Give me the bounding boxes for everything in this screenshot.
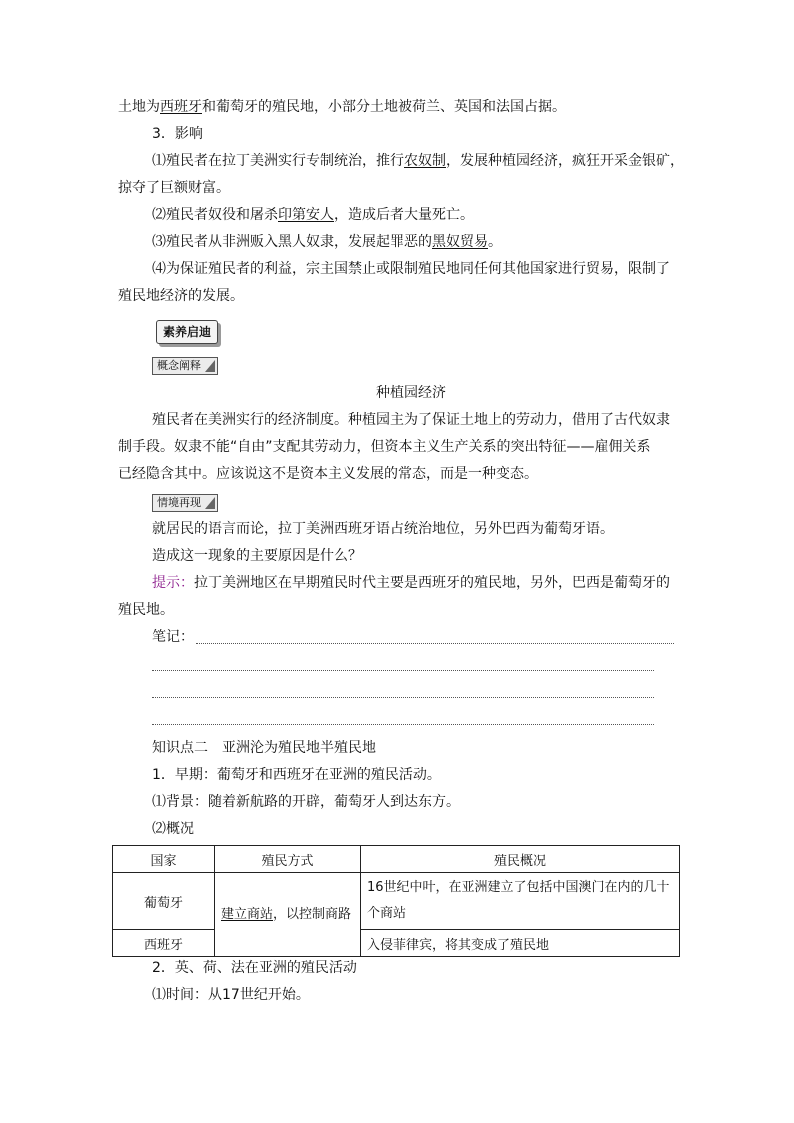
colony-table (112, 845, 680, 957)
header-overview: 殖民概况 (361, 846, 680, 873)
note-line (196, 643, 674, 644)
hint-label: 提示： (152, 575, 194, 591)
header-country: 国家 (113, 846, 215, 873)
spain-detail: 入侵菲律宾，将其变成了殖民地 (361, 930, 680, 957)
note-line (152, 670, 654, 671)
background-line: ⑴背景：随着新航路的开辟，葡萄牙人到达东方。 (152, 794, 460, 810)
table-header-row (113, 846, 680, 873)
note-line (152, 697, 654, 698)
hint-line: 提示：拉丁美洲地区在早期殖民时代主要是西班牙的殖民地，另外，巴西是葡萄牙的 (152, 575, 670, 591)
time-line: ⑴时间：从17世纪开始。 (152, 987, 310, 1003)
header-method: 殖民方式 (215, 846, 361, 873)
scenario-question: 造成这一现象的主要原因是什么？ (152, 548, 362, 564)
overview-label: ⑵概况 (152, 821, 194, 837)
knowledge-item-2: 2．英、荷、法在亚洲的殖民活动 (152, 960, 357, 976)
concept-tag: 概念阐释 (152, 357, 218, 375)
term-serfdom: 农奴制 (404, 153, 446, 169)
impact-heading: 3．影响 (152, 126, 203, 142)
impact-item-1: ⑴殖民者在拉丁美洲实行专制统治，推行农奴制，发展种植园经济，疯狂开采金银矿， (152, 153, 684, 169)
paragraph-line: 土地为西班牙和葡萄牙的殖民地，小部分土地被荷兰、英国和法国占据。 (118, 99, 566, 115)
country-portugal: 葡萄牙 (113, 873, 215, 930)
concept-line: 已经隐含其中。应该说这不是资本主义发展的常态，而是一种变态。 (118, 466, 538, 482)
concept-line: 制手段。奴隶不能“自由”支配其劳动力，但资本主义生产关系的突出特征——雇佣关系 (118, 439, 651, 455)
impact-item-1-cont: 掠夺了巨额财富。 (118, 180, 230, 196)
impact-item-4-cont: 殖民地经济的发展。 (118, 288, 244, 304)
knowledge-item-1: 1．早期：葡萄牙和西班牙在亚洲的殖民活动。 (152, 767, 441, 783)
term-trading-post: 建立商站 (221, 906, 274, 922)
table-row (113, 930, 680, 957)
scenario-line: 就居民的语言而论，拉丁美洲西班牙语占统治地位，另外巴西为葡萄牙语。 (152, 521, 614, 537)
knowledge-title: 知识点二 亚洲沦为殖民地半殖民地 (152, 740, 376, 756)
table-row (113, 873, 680, 930)
portugal-detail: 16世纪中叶，在亚洲建立了包括中国澳门在内的几十个商站 (361, 873, 680, 930)
term-indians: 印第安人 (278, 207, 334, 223)
term-spain: 西班牙 (160, 99, 202, 115)
notes-label: 笔记： (152, 629, 194, 645)
impact-item-3: ⑶殖民者从非洲贩入黑人奴隶，发展起罪恶的黑奴贸易。 (152, 234, 502, 250)
impact-item-4: ⑷为保证殖民者的利益，宗主国禁止或限制殖民地同任何其他国家进行贸易，限制了 (152, 261, 670, 277)
impact-item-2: ⑵殖民者奴役和屠杀印第安人，造成后者大量死亡。 (152, 207, 474, 223)
concept-line: 殖民者在美洲实行的经济制度。种植园主为了保证土地上的劳动力，借用了古代奴隶 (152, 412, 670, 428)
section-badge: 素养启迪 (156, 320, 218, 344)
scenario-tag: 情境再现 (152, 494, 218, 512)
hint-line-cont: 殖民地。 (118, 602, 174, 618)
term-slave-trade: 黑奴贸易 (432, 234, 488, 250)
method-cell: 建立商站，以控制商路 (215, 873, 361, 957)
concept-title: 种植园经济 (376, 385, 446, 401)
country-spain: 西班牙 (113, 930, 215, 957)
note-line (152, 724, 654, 725)
